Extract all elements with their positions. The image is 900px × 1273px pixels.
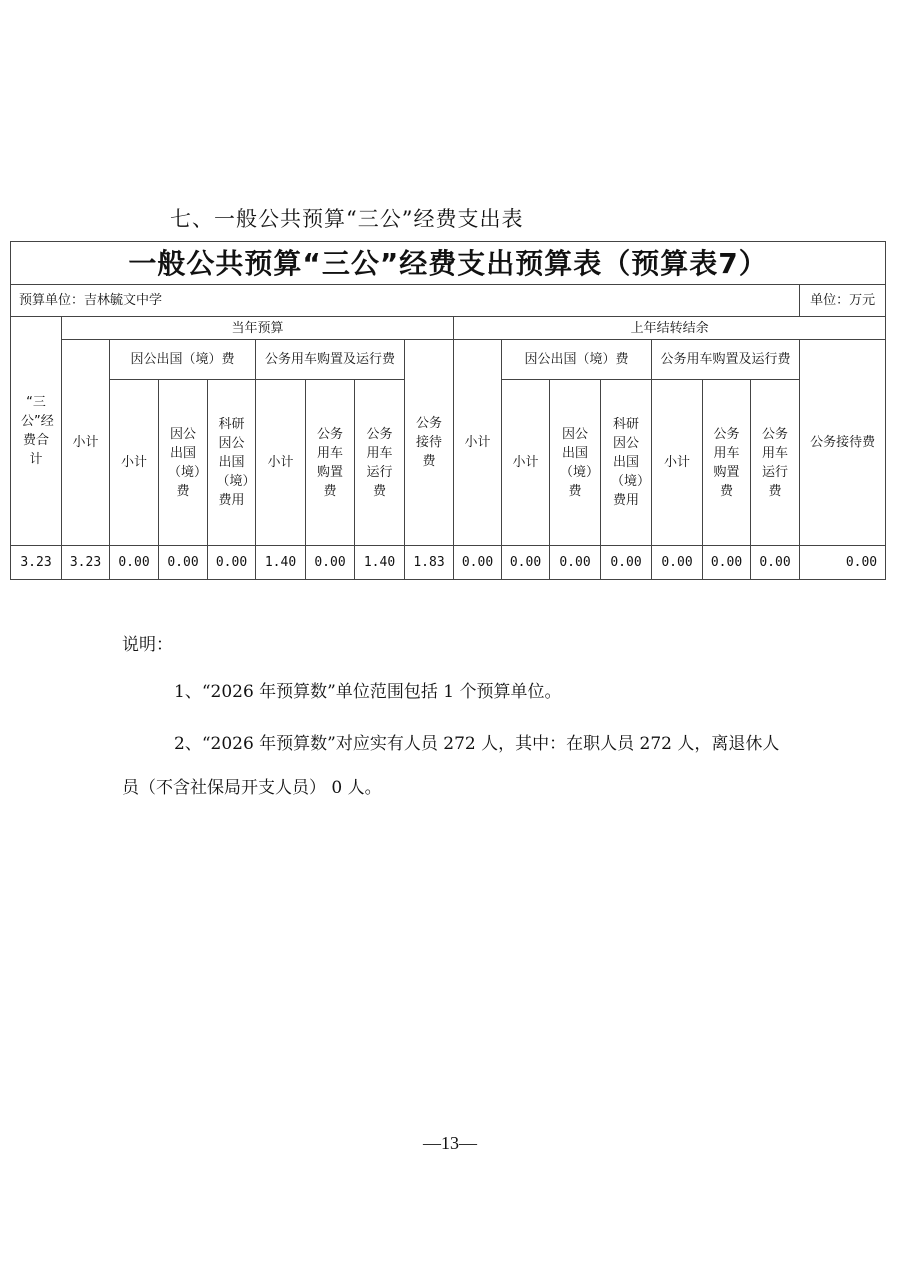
cell-current-vehicle-subtotal: 1.40: [256, 546, 306, 580]
header-current-reception: 公务接待费: [405, 340, 454, 546]
header-prior-subtotal: 小计: [454, 340, 502, 546]
header-prior-vehicle-subtotal: 小计: [652, 380, 703, 546]
notes-heading: 说明：: [122, 635, 173, 655]
cell-current-research-abroad-fee: 0.00: [208, 546, 256, 580]
section-title: 七、一般公共预算“三公”经费支出表: [170, 207, 524, 231]
cell-total: 3.23: [11, 546, 62, 580]
header-current-abroad-subtotal: 小计: [110, 380, 159, 546]
header-current-vehicle-subtotal: 小计: [256, 380, 306, 546]
cell-current-abroad-subtotal: 0.00: [110, 546, 159, 580]
header-current-abroad-fee: 因公出国（境）费: [159, 380, 208, 546]
header-current-year: 当年预算: [62, 317, 454, 340]
header-current-vehicle-operation: 公务用车运行费: [355, 380, 405, 546]
cell-current-subtotal: 3.23: [62, 546, 110, 580]
notes-section: [122, 630, 782, 810]
cell-prior-abroad-subtotal: 0.00: [502, 546, 550, 580]
cell-prior-vehicle-purchase: 0.00: [703, 546, 751, 580]
header-prior-reception: 公务接待费: [800, 340, 886, 546]
note-item-2: 2、“2026 年预算数”对应实有人员 272 人，其中：在职人员 272 人，离退休人员（不含社保局开支人员） 0 人。: [122, 734, 780, 798]
table-title: 一般公共预算“三公”经费支出预算表（预算表7）: [11, 242, 886, 285]
header-current-vehicle: 公务用车购置及运行费: [256, 340, 405, 380]
cell-prior-vehicle-operation: 0.00: [751, 546, 800, 580]
header-prior-abroad-subtotal: 小计: [502, 380, 550, 546]
header-prior-abroad-fee: 因公出国（境）费: [550, 380, 601, 546]
page-number: —13—: [423, 1133, 477, 1153]
header-current-subtotal: 小计: [62, 340, 110, 546]
note-item-1: 1、“2026 年预算数”单位范围包括 1 个预算单位。: [174, 682, 562, 702]
cell-prior-research-abroad-fee: 0.00: [601, 546, 652, 580]
header-prior-year: 上年结转结余: [454, 317, 886, 340]
three-public-expenses-table: [10, 241, 886, 580]
header-total: “三公”经费合计: [11, 317, 62, 546]
budget-unit: 预算单位：吉林毓文中学: [11, 285, 800, 317]
header-prior-vehicle: 公务用车购置及运行费: [652, 340, 800, 380]
cell-prior-reception: 0.00: [800, 546, 886, 580]
header-prior-vehicle-purchase: 公务用车购置费: [703, 380, 751, 546]
cell-current-reception: 1.83: [405, 546, 454, 580]
header-current-abroad: 因公出国（境）费: [110, 340, 256, 380]
cell-current-vehicle-purchase: 0.00: [306, 546, 355, 580]
header-prior-abroad: 因公出国（境）费: [502, 340, 652, 380]
currency-unit: 单位：万元: [800, 285, 886, 317]
cell-prior-abroad-fee: 0.00: [550, 546, 601, 580]
header-current-research-abroad-fee: 科研因公出国（境）费用: [208, 380, 256, 546]
header-prior-research-abroad-fee: 科研因公出国（境）费用: [601, 380, 652, 546]
header-current-vehicle-purchase: 公务用车购置费: [306, 380, 355, 546]
cell-prior-subtotal: 0.00: [454, 546, 502, 580]
cell-current-abroad-fee: 0.00: [159, 546, 208, 580]
table-row: [11, 546, 886, 580]
cell-current-vehicle-operation: 1.40: [355, 546, 405, 580]
header-prior-vehicle-operation: 公务用车运行费: [751, 380, 800, 546]
cell-prior-vehicle-subtotal: 0.00: [652, 546, 703, 580]
